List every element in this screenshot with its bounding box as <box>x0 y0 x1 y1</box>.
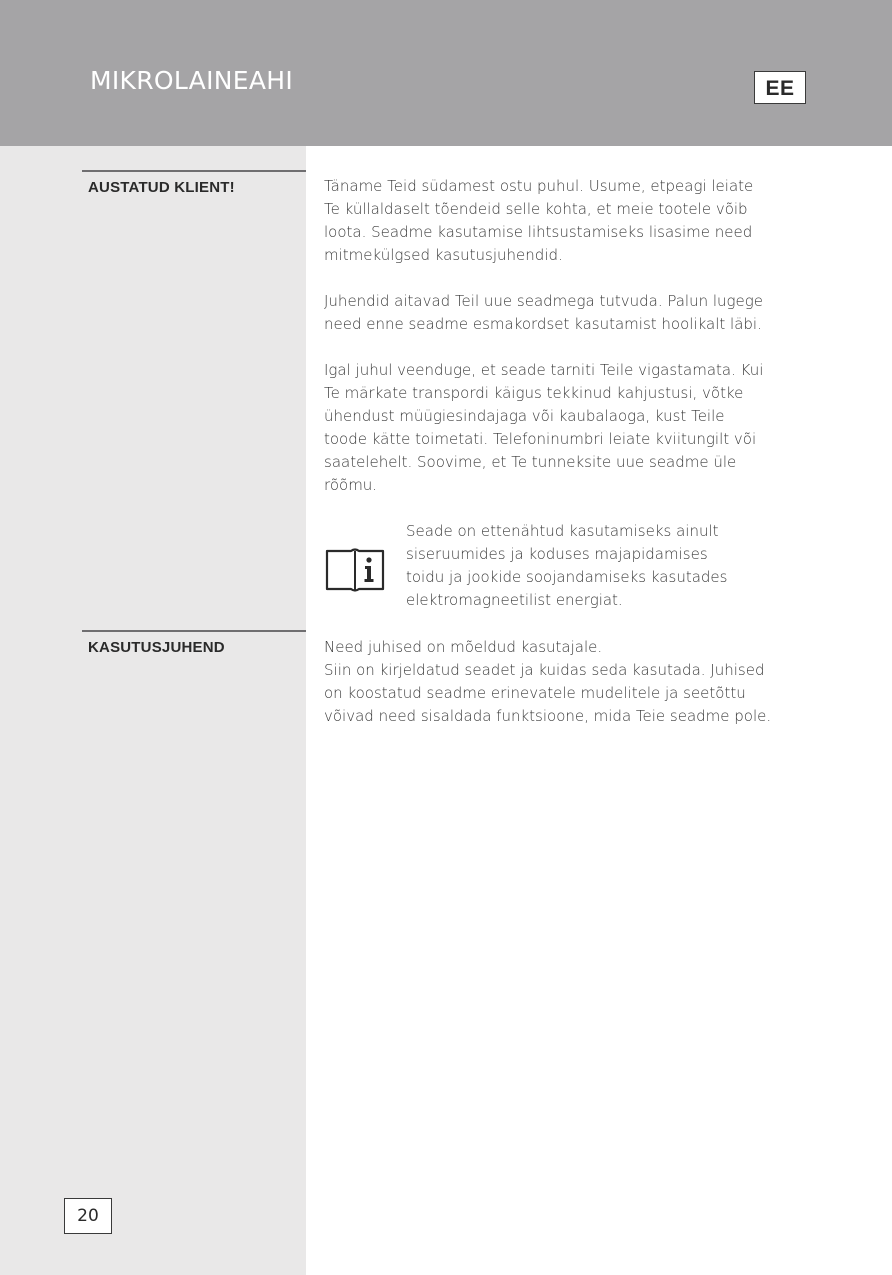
text-line: mitmekülgsed kasutusjuhendid. <box>324 246 563 264</box>
text-line: siseruumides ja koduses majapidamises <box>406 545 708 563</box>
text-line: rõõmu. <box>324 476 378 494</box>
language-badge: EE <box>754 71 806 104</box>
paragraph-thanks <box>324 175 814 267</box>
text-line: Te küllaldaselt tõendeid selle kohta, et meie tootele võib <box>324 200 748 218</box>
page-title: MIKROLAINEAHI <box>90 66 294 95</box>
text-line: võivad need sisaldada funktsioone, mida Teie seadme pole. <box>324 707 772 725</box>
open-book-info-icon <box>324 545 386 593</box>
paragraph-read-guides <box>324 290 814 336</box>
text-line: toidu ja jookide soojandamiseks kasutades <box>406 568 728 586</box>
text-line: ühendust müügiesindajaga või kaubalaoga, kust Teile <box>324 407 725 425</box>
paragraph-intended-use <box>406 520 796 612</box>
text-line: Täname Teid südamest ostu puhul. Usume, etpeagi leiate <box>324 177 754 195</box>
text-line: Seade on ettenähtud kasutamiseks ainult <box>406 522 719 540</box>
text-line: Te märkate transpordi käigus tekkinud kahjustusi, võtke <box>324 384 744 402</box>
text-line: on koostatud seadme erinevatele mudelitele ja seetõttu <box>324 684 746 702</box>
text-line: Need juhised on mõeldud kasutajale. <box>324 638 603 656</box>
text-line: Juhendid aitavad Teil uue seadmega tutvuda. Palun lugege <box>324 292 764 310</box>
page-header <box>0 0 892 146</box>
text-line: loota. Seadme kasutamise lihtsustamiseks lisasime need <box>324 223 753 241</box>
paragraph-check-delivery <box>324 359 814 497</box>
text-line: saatelehelt. Soovime, et Te tunneksite uue seadme üle <box>324 453 737 471</box>
page-number: 20 <box>64 1198 112 1234</box>
section-label-manual: KASUTUSJUHEND <box>82 630 306 656</box>
text-line: elektromagneetilist energiat. <box>406 591 623 609</box>
text-line: Igal juhul veenduge, et seade tarniti Teile vigastamata. Kui <box>324 361 764 379</box>
paragraph-manual <box>324 636 814 728</box>
left-margin-column <box>0 146 306 1275</box>
text-line: Siin on kirjeldatud seadet ja kuidas seda kasutada. Juhised <box>324 661 765 679</box>
text-line: need enne seadme esmakordset kasutamist hoolikalt läbi. <box>324 315 762 333</box>
text-line: toode kätte toimetati. Telefoninumbri leiate kviitungilt või <box>324 430 757 448</box>
section-label-dear-customer: AUSTATUD KLIENT! <box>82 170 306 196</box>
